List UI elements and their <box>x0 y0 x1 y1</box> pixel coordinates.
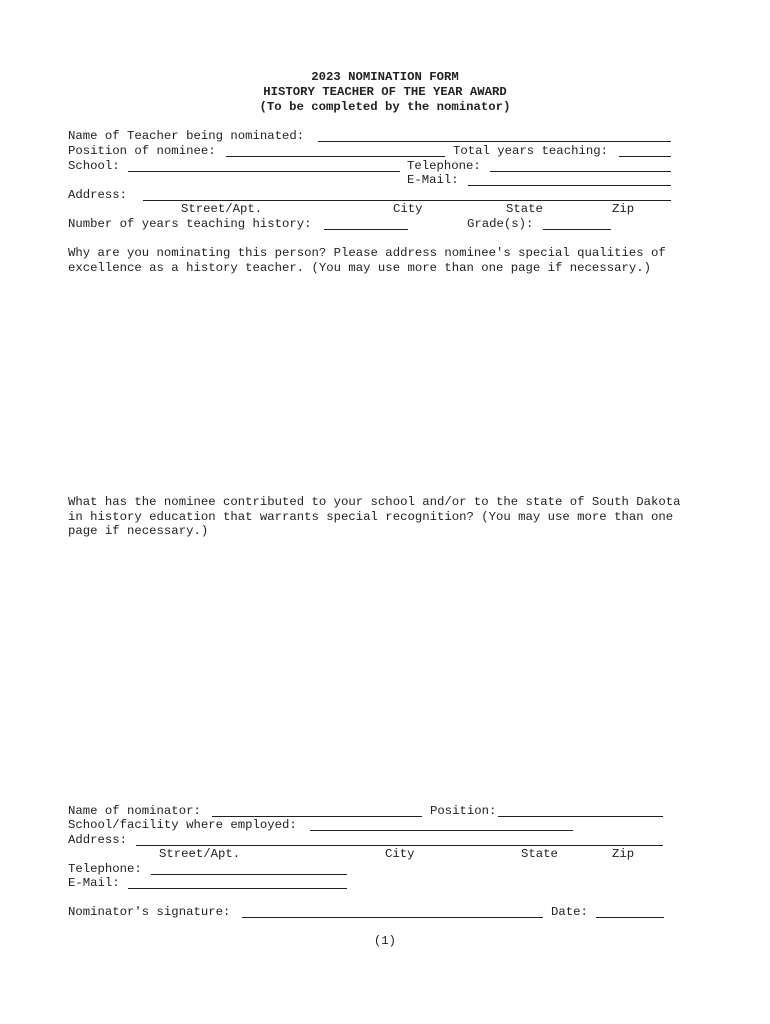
total-years-label: Total years teaching: <box>453 144 608 158</box>
address-zip-caption: Zip <box>612 202 635 216</box>
nominator-state-caption: State <box>521 847 558 861</box>
position-field[interactable] <box>226 145 445 157</box>
nominator-email-label: E-Mail: <box>68 876 120 890</box>
form-instruction: (To be completed by the nominator) <box>259 100 511 114</box>
nominator-city-caption: City <box>385 847 415 861</box>
question2-line2: in history education that warrants special recognition? (You may use more than one <box>68 510 674 524</box>
nominator-school-field[interactable] <box>310 819 573 831</box>
nominator-address-label: Address: <box>68 833 128 847</box>
teacher-name-label: Name of Teacher being nominated: <box>68 129 305 143</box>
teacher-name-field[interactable] <box>318 130 671 142</box>
question1-line1: Why are you nominating this person? Please address nominee's special qualities of <box>68 246 666 260</box>
signature-label: Nominator's signature: <box>68 905 231 919</box>
grades-label: Grade(s): <box>467 217 534 231</box>
nominator-telephone-field[interactable] <box>151 863 347 875</box>
nominator-address-field[interactable] <box>136 834 663 846</box>
nominator-position-field[interactable] <box>498 805 663 817</box>
history-years-label: Number of years teaching history: <box>68 217 312 231</box>
nominator-name-field[interactable] <box>212 805 422 817</box>
address-field[interactable] <box>143 189 671 201</box>
address-city-caption: City <box>393 202 423 216</box>
page-number: (1) <box>373 934 397 948</box>
date-label: Date: <box>551 905 588 919</box>
school-label: School: <box>68 159 120 173</box>
total-years-field[interactable] <box>619 145 671 157</box>
nominator-email-field[interactable] <box>128 877 347 889</box>
history-years-field[interactable] <box>324 218 408 230</box>
telephone-label: Telephone: <box>407 159 481 173</box>
nominator-telephone-label: Telephone: <box>68 862 142 876</box>
date-field[interactable] <box>596 906 664 918</box>
question2-line1: What has the nominee contributed to your school and/or to the state of South Dakota <box>68 495 681 509</box>
award-title: HISTORY TEACHER OF THE YEAR AWARD <box>263 85 507 99</box>
school-field[interactable] <box>128 160 400 172</box>
signature-field[interactable] <box>242 906 543 918</box>
position-label: Position of nominee: <box>68 144 216 158</box>
grades-field[interactable] <box>543 218 611 230</box>
question2-line3: page if necessary.) <box>68 524 209 538</box>
email-field[interactable] <box>468 174 671 186</box>
nominator-zip-caption: Zip <box>612 847 635 861</box>
nominator-street-caption: Street/Apt. <box>159 847 241 861</box>
address-label: Address: <box>68 188 128 202</box>
address-state-caption: State <box>506 202 543 216</box>
nominator-name-label: Name of nominator: <box>68 804 201 818</box>
telephone-field[interactable] <box>490 160 671 172</box>
question1-line2: excellence as a history teacher. (You may use more than one page if necessary.) <box>68 261 651 275</box>
form-title: 2023 NOMINATION FORM <box>311 70 459 84</box>
address-street-caption: Street/Apt. <box>181 202 263 216</box>
nominator-position-label: Position: <box>430 804 497 818</box>
nominator-school-label: School/facility where employed: <box>68 818 297 832</box>
email-label: E-Mail: <box>407 173 459 187</box>
